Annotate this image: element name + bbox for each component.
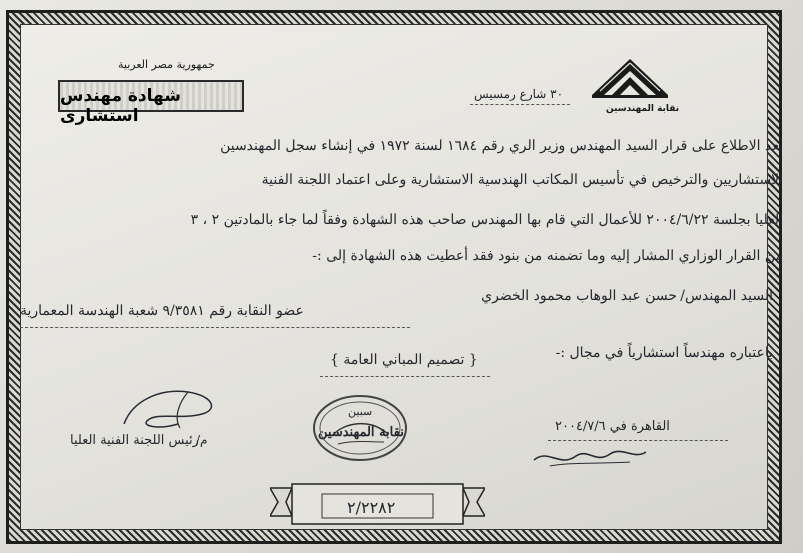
syndicate-logo bbox=[590, 55, 670, 103]
membership-text: عضو النقابة رقم ٩/٣٥٨١ شعبة الهندسة المعمارية bbox=[20, 303, 304, 319]
consultant-field: { تصميم المباني العامة } bbox=[330, 352, 478, 368]
republic-label: جمهورية مصر العربية bbox=[118, 58, 215, 71]
date-signature bbox=[530, 442, 650, 472]
signatory-prefix: م/ bbox=[196, 433, 208, 447]
address-text: ٣٠ شارع رمسيس bbox=[474, 87, 564, 101]
body-line-1: بعد الاطلاع على قرار السيد المهندس وزير الري رقم ١٦٨٤ لسنة ١٩٧٢ في إنشاء سجل المهندسين bbox=[220, 138, 783, 154]
president-signature bbox=[118, 384, 228, 434]
serial-number: ٢/٢٢٨٢ bbox=[347, 498, 396, 517]
consultant-line: باعتباره مهندساً استشارياً في مجال :- bbox=[555, 345, 773, 361]
stamp-text-main: نقابة المهندسين bbox=[318, 425, 404, 440]
body-line-4: من القرار الوزاري المشار إليه وما تضمنه من بنود فقد أعطيت هذه الشهادة إلى :- bbox=[312, 248, 783, 264]
body-line-2: الاستشاريين والترخيص في تأسيس المكاتب الهندسية الاستشارية وعلى اعتماد اللجنة الفنية bbox=[261, 172, 783, 188]
body-line-3: العليا بجلسة ٢٠٠٤/٦/٢٢ للأعمال التي قام بها المهندس صاحب هذه الشهادة وفقاً لما جاء بالمادتين ٢ ، ٣ bbox=[190, 212, 783, 228]
field-underline bbox=[320, 376, 490, 377]
issue-date: القاهرة في ٢٠٠٤/٧/٦ bbox=[555, 419, 670, 434]
certificate-title: شهادة مهندس استشارى bbox=[60, 86, 181, 126]
date-underline bbox=[548, 440, 728, 441]
logo-caption: نقابة المهندسين bbox=[606, 104, 680, 114]
stamp-text-top: سبين bbox=[348, 405, 373, 418]
engineer-label: السيد المهندس/ bbox=[680, 288, 773, 304]
signatory-title: رئيس اللجنة الفنية العليا bbox=[70, 433, 199, 448]
address-underline bbox=[470, 104, 570, 105]
title-box bbox=[58, 80, 244, 126]
engineer-name: حسن عبد الوهاب محمود الخضري bbox=[481, 288, 677, 304]
membership-underline bbox=[20, 327, 410, 328]
